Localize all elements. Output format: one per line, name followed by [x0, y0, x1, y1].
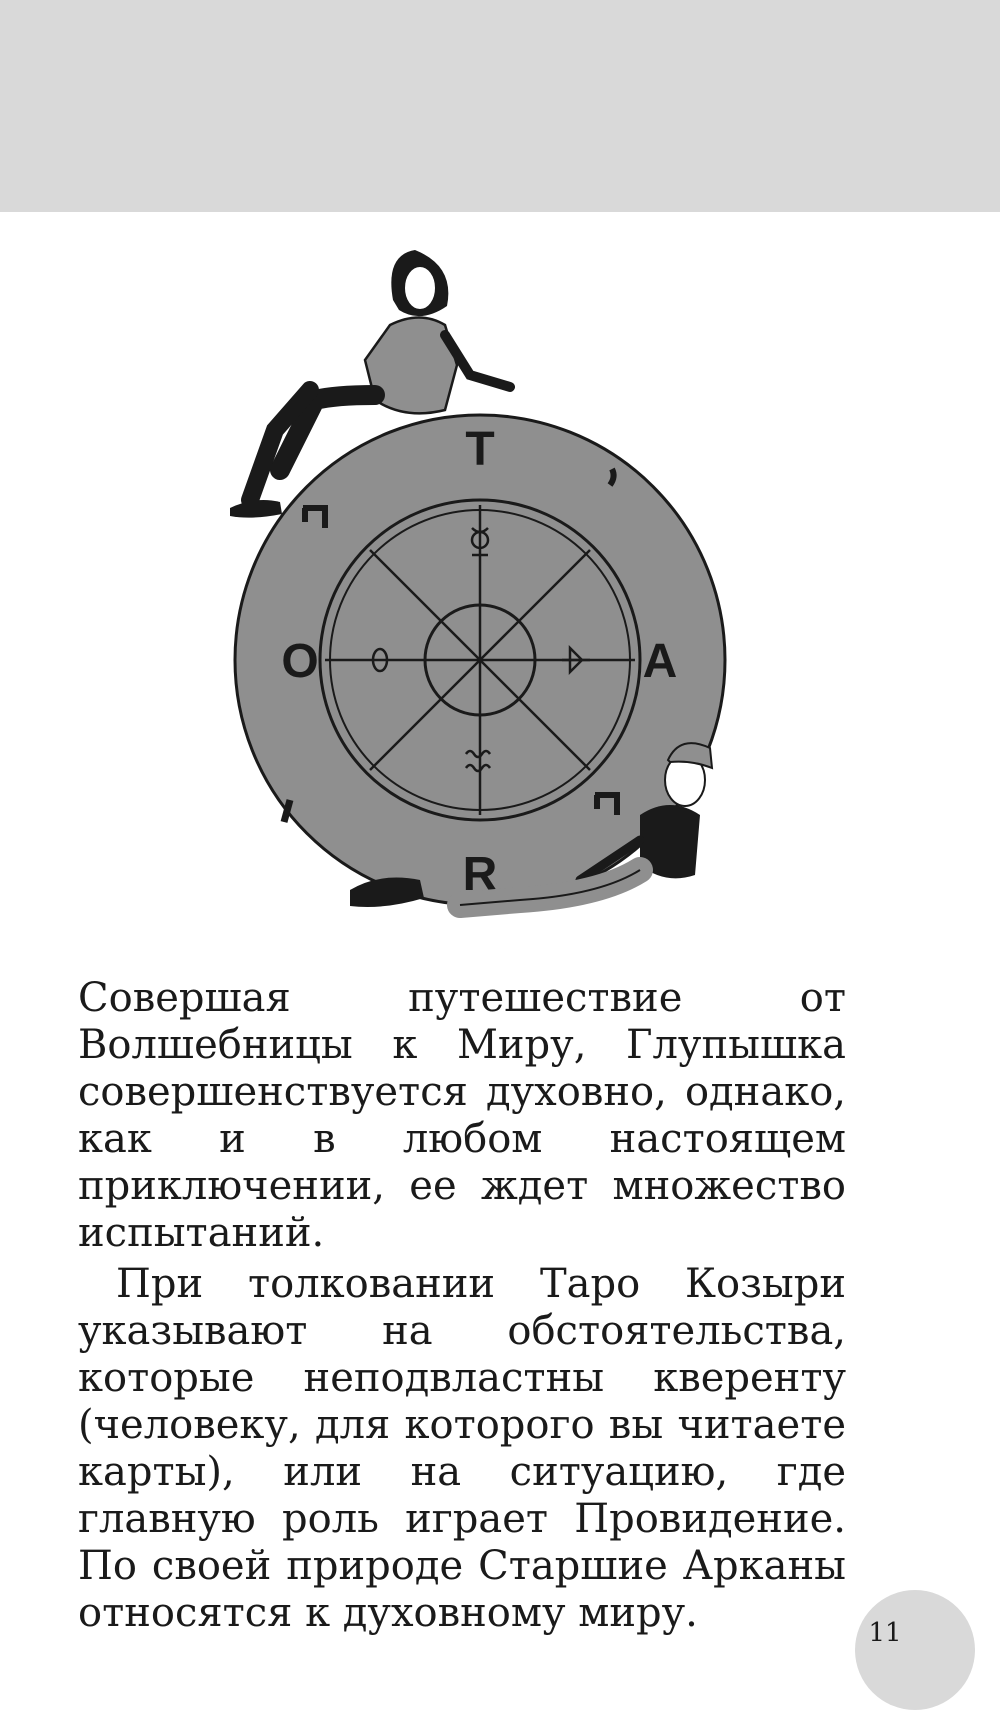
- paragraph: Совершая путешествие от Волшебницы к Миру, Глупышка совершенствуется духовно, однако, как и в любом настоящем приключении, ее ждет множество испытаний.: [78, 975, 846, 1256]
- page-number-badge: [855, 1590, 975, 1710]
- paragraph: При толковании Таро Козыри указывают на обстоятельства, которые неподвластны кверенту (человеку, для которого вы читаете карты), или на ситуацию, где главную роль играет Провидение. По своей природе Старшие Арканы относятся к духовному миру.: [78, 1261, 846, 1636]
- body-text: [78, 975, 846, 1637]
- glyph-yod: [610, 469, 614, 485]
- ring-letter-a: А: [642, 635, 678, 688]
- ring-letter-t: Т: [465, 423, 495, 476]
- ring-letter-o: О: [281, 635, 319, 688]
- wheel-of-fortune-illustration: [200, 240, 800, 960]
- header-band: [0, 0, 1000, 212]
- page-number: 11: [868, 1618, 902, 1648]
- ring-letter-r: R: [462, 848, 498, 901]
